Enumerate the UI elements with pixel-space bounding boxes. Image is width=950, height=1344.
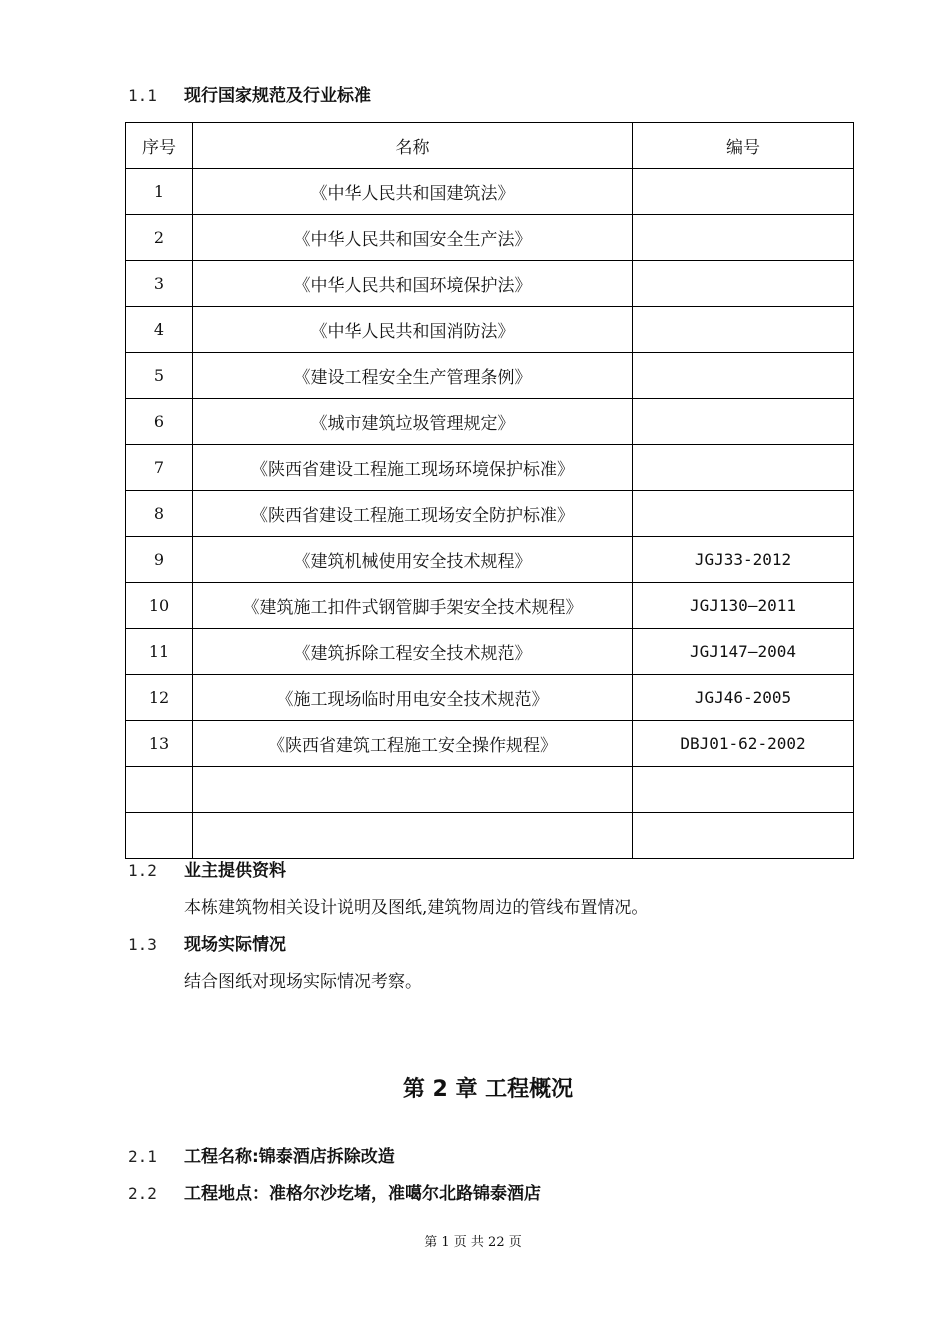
row-name: 《陕西省建设工程施工现场安全防护标准》 — [193, 491, 633, 537]
row-code — [633, 767, 854, 813]
section-1-1-heading — [128, 84, 371, 108]
section-title: 现行国家规范及行业标准 — [184, 86, 371, 106]
section-title: 现场实际情况 — [184, 935, 286, 955]
table-row — [126, 537, 854, 583]
table-row — [126, 215, 854, 261]
table-row — [126, 399, 854, 445]
section-1-2-heading — [128, 859, 286, 883]
section-number: 2.2 — [128, 1184, 157, 1203]
row-name: 《施工现场临时用电安全技术规范》 — [193, 675, 633, 721]
row-code — [633, 445, 854, 491]
row-name: 《建筑拆除工程安全技术规范》 — [193, 629, 633, 675]
row-index: 8 — [126, 491, 193, 537]
row-code — [633, 399, 854, 445]
table-row — [126, 261, 854, 307]
row-code — [633, 491, 854, 537]
row-code — [633, 813, 854, 859]
row-name: 《城市建筑垃圾管理规定》 — [193, 399, 633, 445]
row-name: 《中华人民共和国安全生产法》 — [193, 215, 633, 261]
table-row — [126, 767, 854, 813]
row-index: 10 — [126, 583, 193, 629]
section-1-2-body: 本栋建筑物相关设计说明及图纸,建筑物周边的管线布置情况。 — [184, 898, 649, 918]
section-number: 1.2 — [128, 861, 157, 880]
row-index: 9 — [126, 537, 193, 583]
header-name: 名称 — [193, 123, 633, 169]
table-row — [126, 583, 854, 629]
section-1-3-body: 结合图纸对现场实际情况考察。 — [184, 972, 422, 992]
row-name: 《陕西省建设工程施工现场环境保护标准》 — [193, 445, 633, 491]
row-code — [633, 169, 854, 215]
section-title: 工程名称:锦泰酒店拆除改造 — [184, 1147, 395, 1167]
section-2-2-heading — [128, 1182, 541, 1206]
row-index: 5 — [126, 353, 193, 399]
table-header-row — [126, 123, 854, 169]
row-index: 2 — [126, 215, 193, 261]
section-number: 2.1 — [128, 1147, 157, 1166]
standards-table — [125, 122, 854, 859]
row-name: 《建筑施工扣件式钢管脚手架安全技术规程》 — [193, 583, 633, 629]
table-row — [126, 675, 854, 721]
section-title: 工程地点：准格尔沙圪堵，准噶尔北路锦泰酒店 — [184, 1184, 541, 1204]
row-name: 《中华人民共和国消防法》 — [193, 307, 633, 353]
table-row — [126, 491, 854, 537]
page-footer: 第 1 页 共 22 页 — [424, 1235, 522, 1250]
table-row — [126, 353, 854, 399]
row-index — [126, 813, 193, 859]
table-row — [126, 169, 854, 215]
row-index: 3 — [126, 261, 193, 307]
section-number: 1.3 — [128, 935, 157, 954]
table-row — [126, 629, 854, 675]
row-code: JGJ33-2012 — [633, 537, 854, 583]
row-code — [633, 261, 854, 307]
header-index: 序号 — [126, 123, 193, 169]
row-index: 7 — [126, 445, 193, 491]
row-index: 11 — [126, 629, 193, 675]
row-index: 4 — [126, 307, 193, 353]
table-row — [126, 445, 854, 491]
row-name: 《建设工程安全生产管理条例》 — [193, 353, 633, 399]
row-name: 《陕西省建筑工程施工安全操作规程》 — [193, 721, 633, 767]
row-index: 1 — [126, 169, 193, 215]
row-name: 《建筑机械使用安全技术规程》 — [193, 537, 633, 583]
row-index: 6 — [126, 399, 193, 445]
row-code — [633, 215, 854, 261]
section-1-3-heading — [128, 933, 286, 957]
row-index: 13 — [126, 721, 193, 767]
section-number: 1.1 — [128, 86, 157, 105]
row-code: DBJ01-62-2002 — [633, 721, 854, 767]
section-2-1-heading — [128, 1145, 395, 1169]
chapter-title: 第 2 章 工程概况 — [402, 1077, 574, 1102]
row-code: JGJ130—2011 — [633, 583, 854, 629]
row-index — [126, 767, 193, 813]
row-name: 《中华人民共和国环境保护法》 — [193, 261, 633, 307]
table-row — [126, 307, 854, 353]
section-title: 业主提供资料 — [184, 861, 286, 881]
row-code — [633, 353, 854, 399]
row-index: 12 — [126, 675, 193, 721]
row-name — [193, 813, 633, 859]
row-name — [193, 767, 633, 813]
table-row — [126, 813, 854, 859]
row-code — [633, 307, 854, 353]
row-name: 《中华人民共和国建筑法》 — [193, 169, 633, 215]
row-code: JGJ46-2005 — [633, 675, 854, 721]
header-code: 编号 — [633, 123, 854, 169]
table-row — [126, 721, 854, 767]
row-code: JGJ147—2004 — [633, 629, 854, 675]
